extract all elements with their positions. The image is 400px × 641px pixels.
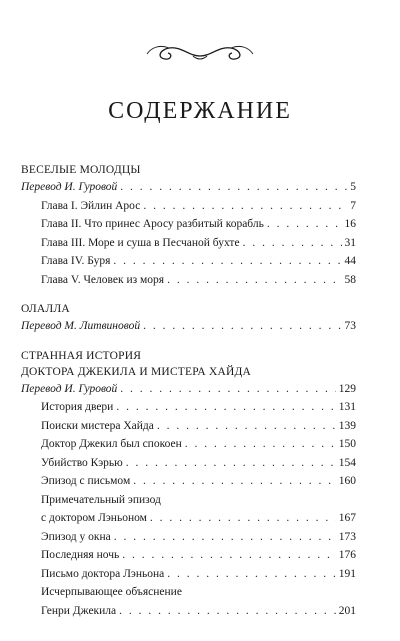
page-number: 73 <box>344 320 356 332</box>
entry-label: Глава III. Море и суша в Песчаной бухте <box>41 236 240 249</box>
entry-label: Перевод М. Литвиновой <box>21 320 141 332</box>
page-number: 191 <box>338 567 356 580</box>
chapter-title-line: Исчерпывающее объяснение <box>41 586 182 598</box>
chapter-entry[interactable] <box>21 602 356 621</box>
page-number: 154 <box>338 456 356 469</box>
dot-leader <box>267 215 342 234</box>
chapter-entry[interactable] <box>21 398 356 417</box>
dot-leader <box>167 271 341 290</box>
chapter-entry[interactable] <box>21 528 356 547</box>
dot-leader <box>143 197 347 216</box>
dot-leader <box>116 398 335 417</box>
chapter-entry[interactable] <box>21 215 356 234</box>
dot-leader <box>185 435 336 454</box>
chapter-entry[interactable] <box>21 234 356 253</box>
entry-label: Эпизод у окна <box>41 530 111 543</box>
page-number: 176 <box>338 549 356 561</box>
chapter-entry[interactable] <box>21 271 356 290</box>
translator-entry[interactable] <box>21 380 356 399</box>
flourish-ornament-icon <box>145 42 255 64</box>
page-number: 44 <box>344 255 356 267</box>
dot-leader <box>143 317 341 336</box>
section-title: ВЕСЕЛЫЕ МОЛОДЦЫ <box>21 164 141 176</box>
entry-label: Эпизод с письмом <box>41 475 131 487</box>
section-spacer <box>21 336 356 348</box>
entry-label: Перевод И. Гуровой <box>21 382 118 395</box>
chapter-entry[interactable] <box>21 417 356 436</box>
page-number: 150 <box>338 438 356 450</box>
page-number: 167 <box>338 512 356 524</box>
chapter-entry[interactable] <box>21 565 356 584</box>
entry-label: с доктором Лэньоном <box>41 512 147 524</box>
page-number: 160 <box>338 475 356 487</box>
dot-leader <box>126 454 336 473</box>
entry-label: Письмо доктора Лэньона <box>41 567 165 580</box>
dot-leader <box>113 252 341 271</box>
table-of-contents <box>21 162 356 620</box>
section-title: ОЛАЛЛА <box>21 303 70 315</box>
page-number: 58 <box>344 273 356 286</box>
entry-label: Последняя ночь <box>41 549 120 561</box>
section-title: ДОКТОРА ДЖЕКИЛА И МИСТЕРА ХАЙДА <box>21 365 252 378</box>
dot-leader <box>119 602 336 621</box>
page-number: 139 <box>338 419 356 432</box>
translator-entry[interactable] <box>21 317 356 336</box>
entry-label: Перевод И. Гуровой <box>21 181 118 193</box>
dot-leader <box>157 417 336 436</box>
entry-label: Убийство Кэрью <box>41 456 123 469</box>
chapter-title-line: Примечательный эпизод <box>41 493 161 506</box>
entry-label: Глава V. Человек из моря <box>41 273 165 286</box>
page-number: 5 <box>350 181 356 193</box>
dot-leader <box>133 472 336 491</box>
translator-entry[interactable] <box>21 178 356 197</box>
chapter-entry[interactable] <box>21 472 356 491</box>
page-title: СОДЕРЖАНИЕ <box>108 98 292 124</box>
entry-label: Глава IV. Буря <box>41 255 111 267</box>
chapter-entry[interactable] <box>21 197 356 216</box>
page-number: 173 <box>338 530 356 543</box>
entry-label: Глава II. Что принес Аросу разбитый корабль <box>41 218 264 230</box>
chapter-entry[interactable] <box>21 509 356 528</box>
page-number: 201 <box>338 604 356 617</box>
entry-label: Поиски мистера Хайда <box>41 419 154 432</box>
dot-leader <box>243 234 342 253</box>
section-title: СТРАННАЯ ИСТОРИЯ <box>21 349 142 362</box>
dot-leader <box>114 528 336 547</box>
page-number: 31 <box>344 236 356 249</box>
page-number: 7 <box>350 199 356 212</box>
chapter-entry[interactable] <box>21 546 356 565</box>
entry-label: Генри Джекила <box>41 604 117 617</box>
entry-label: Доктор Джекил был спокоен <box>41 438 182 450</box>
dot-leader <box>122 546 336 565</box>
page-number: 129 <box>338 382 356 395</box>
chapter-entry[interactable] <box>21 454 356 473</box>
section-spacer <box>21 289 356 301</box>
chapter-entry[interactable] <box>21 252 356 271</box>
chapter-entry[interactable] <box>21 435 356 454</box>
dot-leader <box>150 509 336 528</box>
entry-label: Глава I. Эйлин Арос <box>41 199 141 212</box>
page-number: 131 <box>338 401 356 413</box>
dot-leader <box>120 380 335 399</box>
page-number: 16 <box>344 218 356 230</box>
dot-leader <box>120 178 347 197</box>
dot-leader <box>167 565 336 584</box>
entry-label: История двери <box>41 401 114 413</box>
